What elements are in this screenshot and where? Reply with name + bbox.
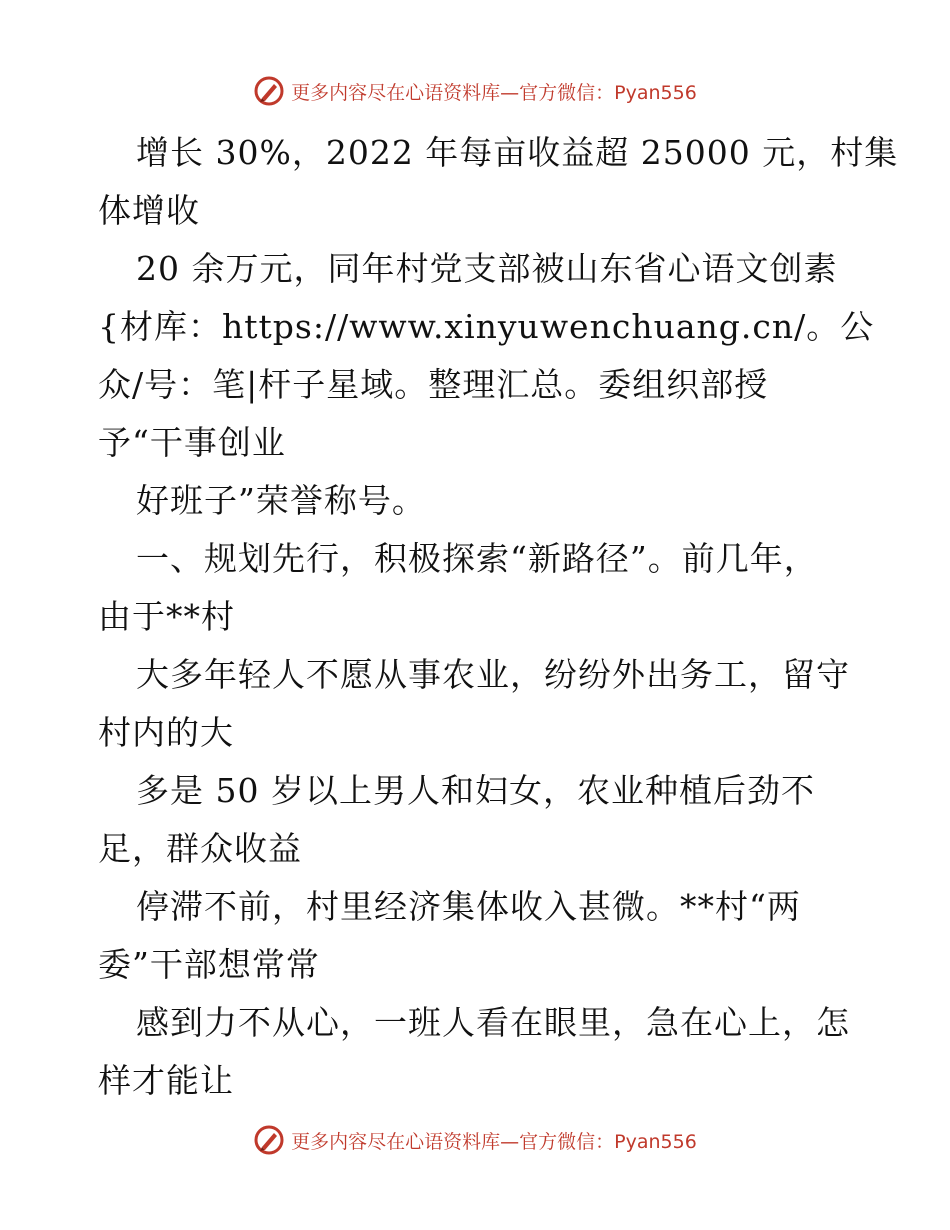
text-line: 由于**村 — [98, 597, 235, 636]
text-line: 停滞不前，村里经济集体收入甚微。**村“两 — [136, 887, 801, 926]
text-line: {材库：https://www.xinyuwenchuang.cn/。公 — [98, 307, 875, 346]
footer-banner — [0, 1120, 950, 1160]
text-line: 村内的大 — [98, 713, 234, 752]
text-line: 众/号：笔|杆子星域。整理汇总。委组织部授 — [98, 365, 769, 404]
pen-logo-icon — [253, 75, 285, 107]
pen-logo-icon — [253, 1124, 285, 1156]
text-line: 20 余万元，同年村党支部被山东省心语文创素 — [136, 249, 838, 288]
text-line: 委”干部想常常 — [98, 945, 320, 984]
text-line: 体增收 — [98, 191, 200, 230]
text-line: 感到力不从心，一班人看在眼里，急在心上，怎 — [136, 1003, 850, 1042]
text-line: 样才能让 — [98, 1061, 234, 1100]
banner-text: 更多内容尽在心语资料库—官方微信：Pyan556 — [291, 81, 697, 104]
header-banner — [0, 71, 950, 111]
banner-text: 更多内容尽在心语资料库—官方微信：Pyan556 — [291, 1130, 697, 1153]
text-line: 增长 30%，2022 年每亩收益超 25000 元，村集 — [136, 133, 899, 172]
text-line: 予“干事创业 — [98, 423, 286, 462]
text-line: 足，群众收益 — [98, 829, 302, 868]
text-line: 多是 50 岁以上男人和妇女，农业种植后劲不 — [136, 771, 815, 810]
text-line: 大多年轻人不愿从事农业，纷纷外出务工，留守 — [136, 655, 850, 694]
text-line: 一、规划先行，积极探索“新路径”。前几年， — [136, 539, 818, 578]
document-body — [98, 124, 899, 1110]
text-line: 好班子”荣誉称号。 — [136, 481, 426, 520]
